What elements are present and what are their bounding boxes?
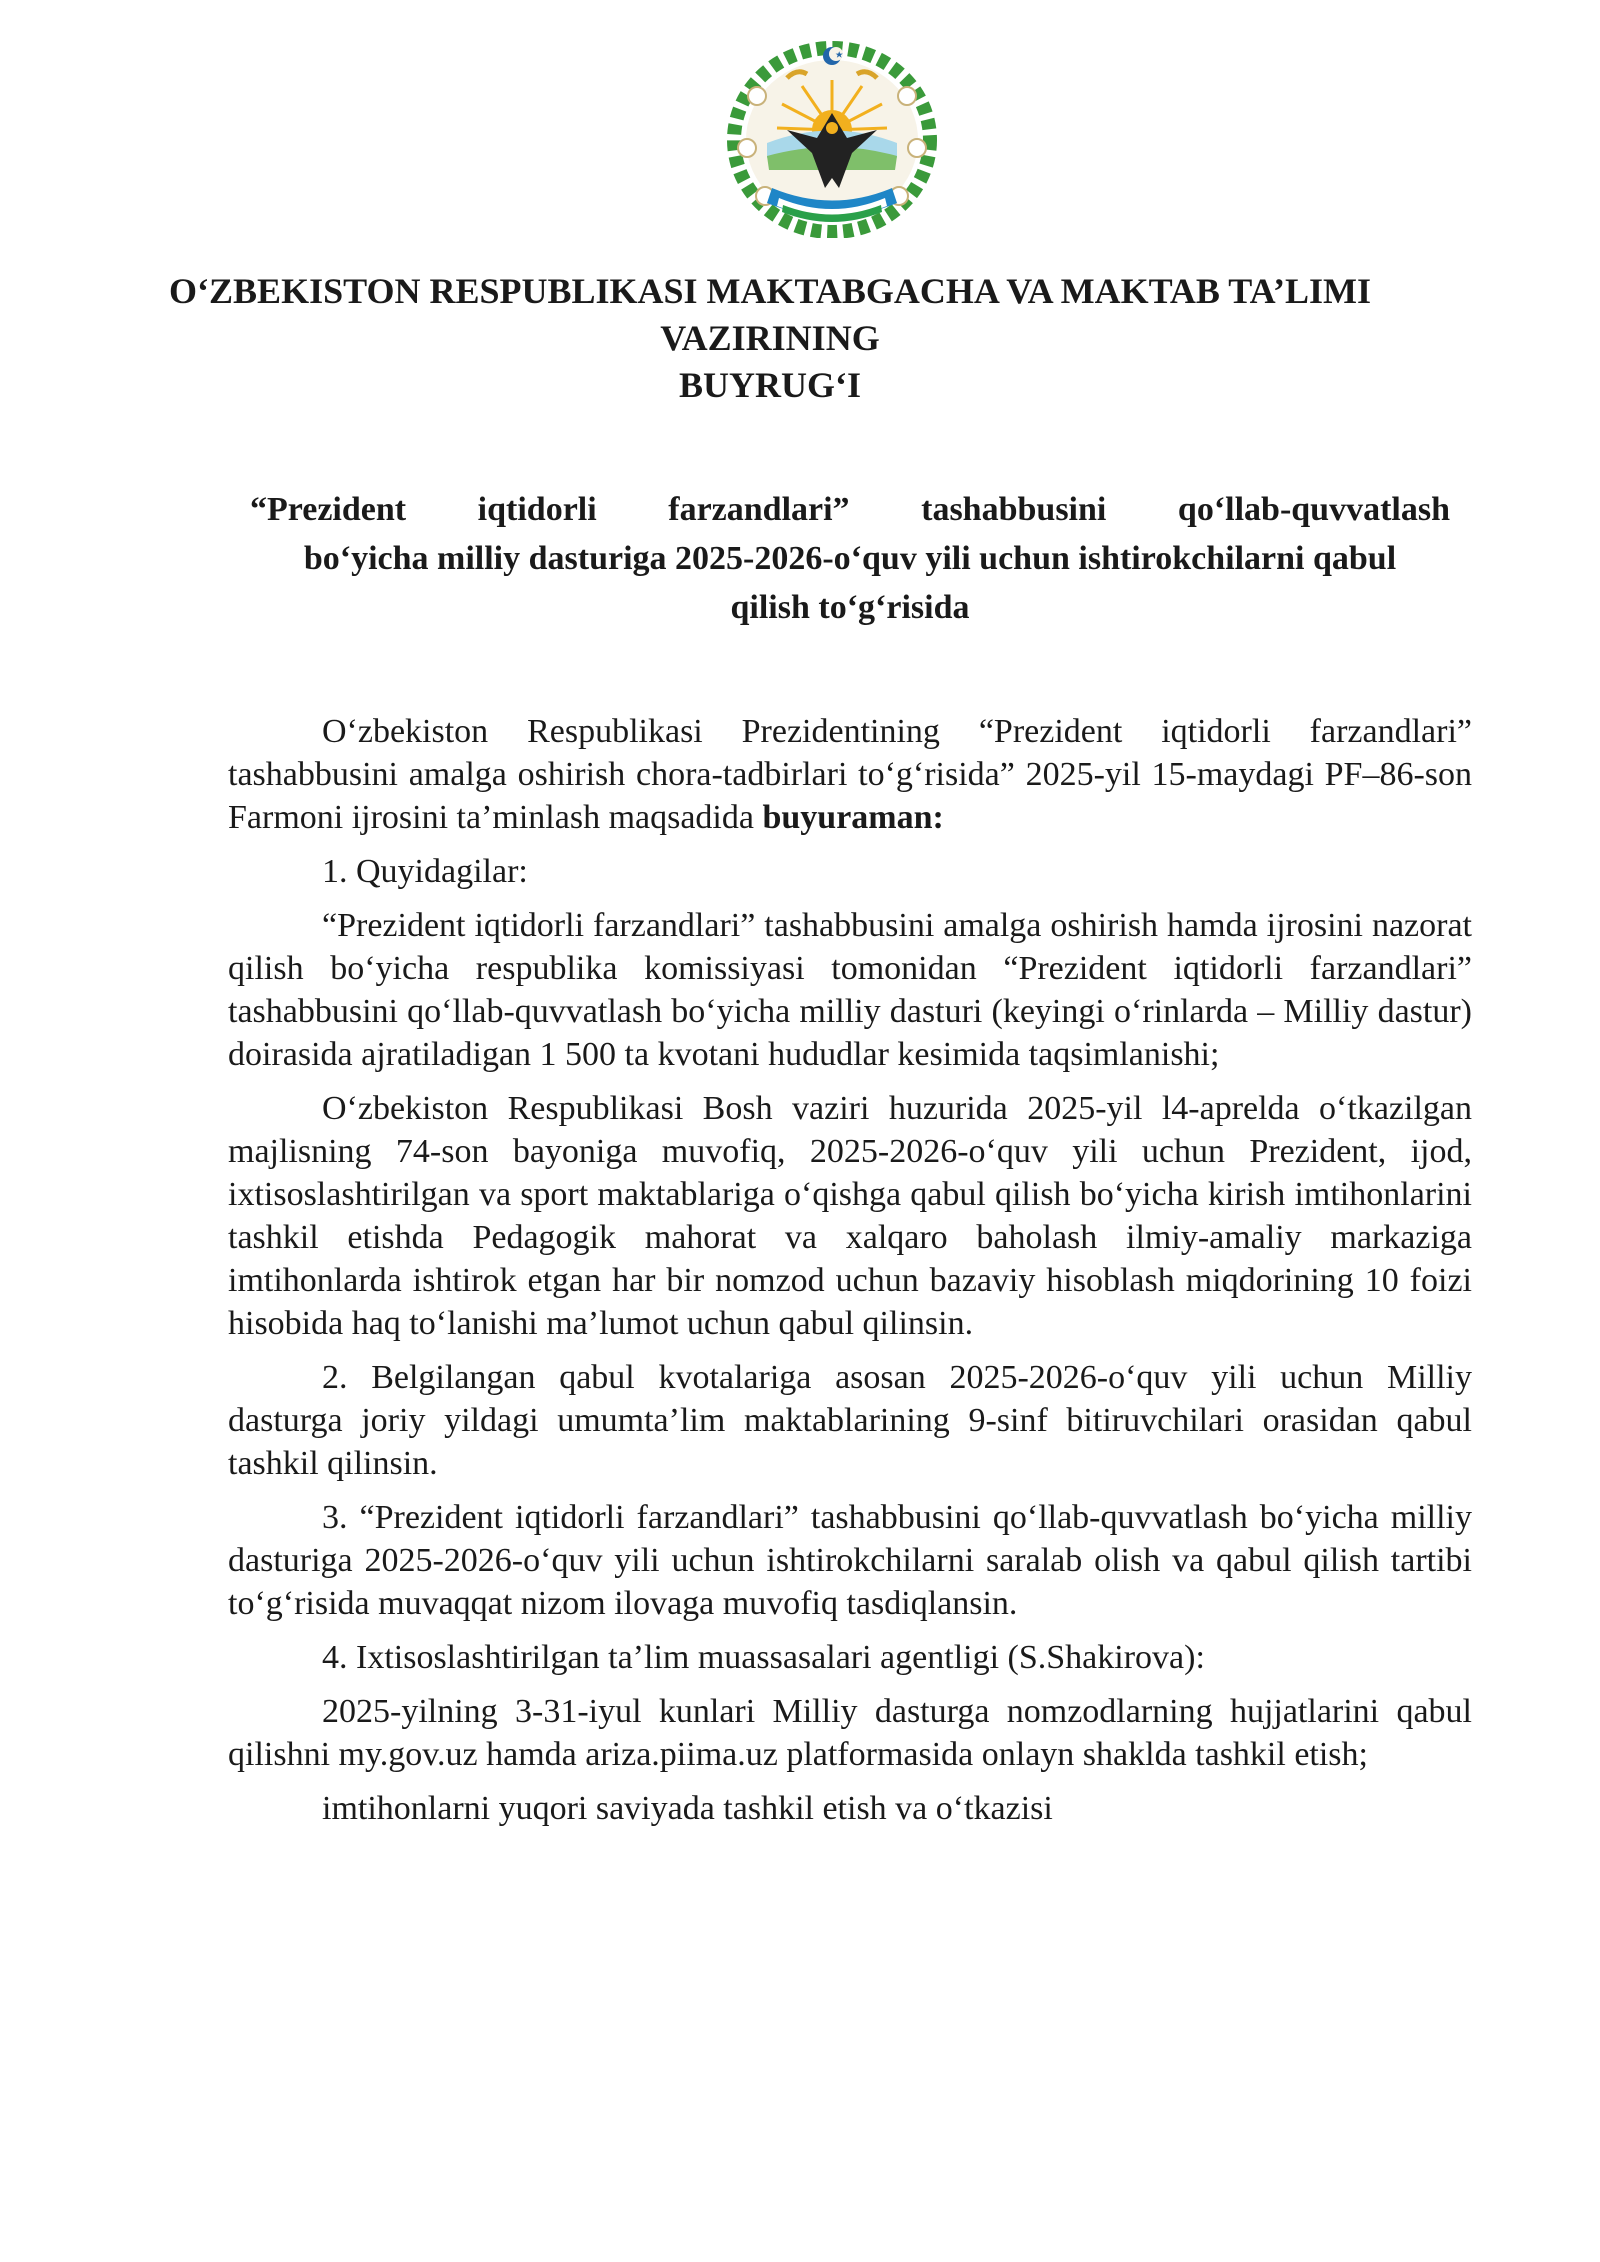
item-2-paragraph: 2. Belgilangan qabul kvotalariga asosan 2025-2026-o‘quv yili uchun Milliy dasturga joriy yildagi umumta’lim maktablarining 9-sinf bitiruvchilari orasidan qabul tashkil qilinsin. xyxy=(228,1359,1472,1482)
item-4-intro: 4. Ixtisoslashtirilgan ta’lim muassasalari agentligi (S.Shakirova): xyxy=(322,1639,1205,1676)
title-line-2: bo‘yicha milliy dasturiga 2025-2026-o‘quv yili uchun ishtirokchilarni qabul xyxy=(303,540,1397,577)
item-1-paragraph-a: “Prezident iqtidorli farzandlari” tashabbusini amalga oshirish hamda ijrosini nazorat qilish bo‘yicha respublika komissiyasi tomonidan “Prezident iqtidorli farzandlari” tashabbusini qo‘llab-quvvatlash bo‘yicha milliy dasturi (keyingi o‘rinlarda – Milliy dastur) doirasida ajratiladigan 1 500 ta kvotani hududlar kesimida taqsimlanishi; xyxy=(228,907,1472,1073)
title-line-3: qilish to‘g‘risida xyxy=(730,589,970,626)
coat-of-arms-emblem xyxy=(727,38,937,238)
item-1-paragraph-b: O‘zbekiston Respublikasi Bosh vaziri huzurida 2025-yil l4-aprelda o‘tkazilgan majlisning 74-son bayoniga muvofiq, 2025-2026-o‘quv yili uchun Prezident, ijod, ixtisoslashtirilgan va sport maktablariga o‘qishga qabul qilish bo‘yicha kirish imtihonlarini tashkil etishda Pedagogik mahorat va xalqaro baholash ilmiy-amaliy markaziga imtihonlarda ishtirok etgan har bir nomzod uchun bazaviy hisoblash miqdorining 10 foizi hisobida haq to‘lanishi ma’lumot uchun qabul qilinsin. xyxy=(228,1090,1472,1342)
item-4-paragraph-a: 2025-yilning 3-31-iyul kunlari Milliy dasturga nomzodlarning hujjatlarini qabul qilishni my.gov.uz hamda ariza.piima.uz platformasida onlayn shaklda tashkil etish; xyxy=(228,1693,1472,1773)
preamble-paragraph xyxy=(228,710,1472,839)
item-4-paragraph-b: imtihonlarni yuqori saviyada tashkil etish va o‘tkazisi xyxy=(322,1790,1053,1827)
item-1-intro: 1. Quyidagilar: xyxy=(322,853,528,890)
heading-line-order: BUYRUG‘I xyxy=(678,365,861,405)
heading-line-ministry: O‘ZBEKISTON RESPUBLIKASI MAKTABGACHA VA MAKTAB TA’LIMI xyxy=(169,271,1371,311)
preamble-command: buyuraman: xyxy=(762,799,944,836)
document-heading xyxy=(100,268,1440,409)
heading-line-minister: VAZIRINING xyxy=(660,318,880,358)
preamble-text: O‘zbekiston Respublikasi Prezidentining “Prezident iqtidorli farzandlari” tashabbusini amalga oshirish chora-tadbirlari to‘g‘risida” 2025-yil 15-maydagi PF–86-son Farmoni ijrosini ta’minlash maqsadida xyxy=(228,713,1472,836)
document-body xyxy=(228,710,1472,1841)
document-title xyxy=(250,485,1450,632)
title-line-1: “Prezident iqtidorli farzandlari” tashabbusini qo‘llab-quvvatlash xyxy=(250,491,1450,528)
item-3-paragraph: 3. “Prezident iqtidorli farzandlari” tashabbusini qo‘llab-quvvatlash bo‘yicha milliy dasturiga 2025-2026-o‘quv yili uchun ishtirokchilarni saralab olish va qabul qilish tartibi to‘g‘risida muvaqqat nizom ilovaga muvofiq tasdiqlansin. xyxy=(228,1499,1472,1622)
